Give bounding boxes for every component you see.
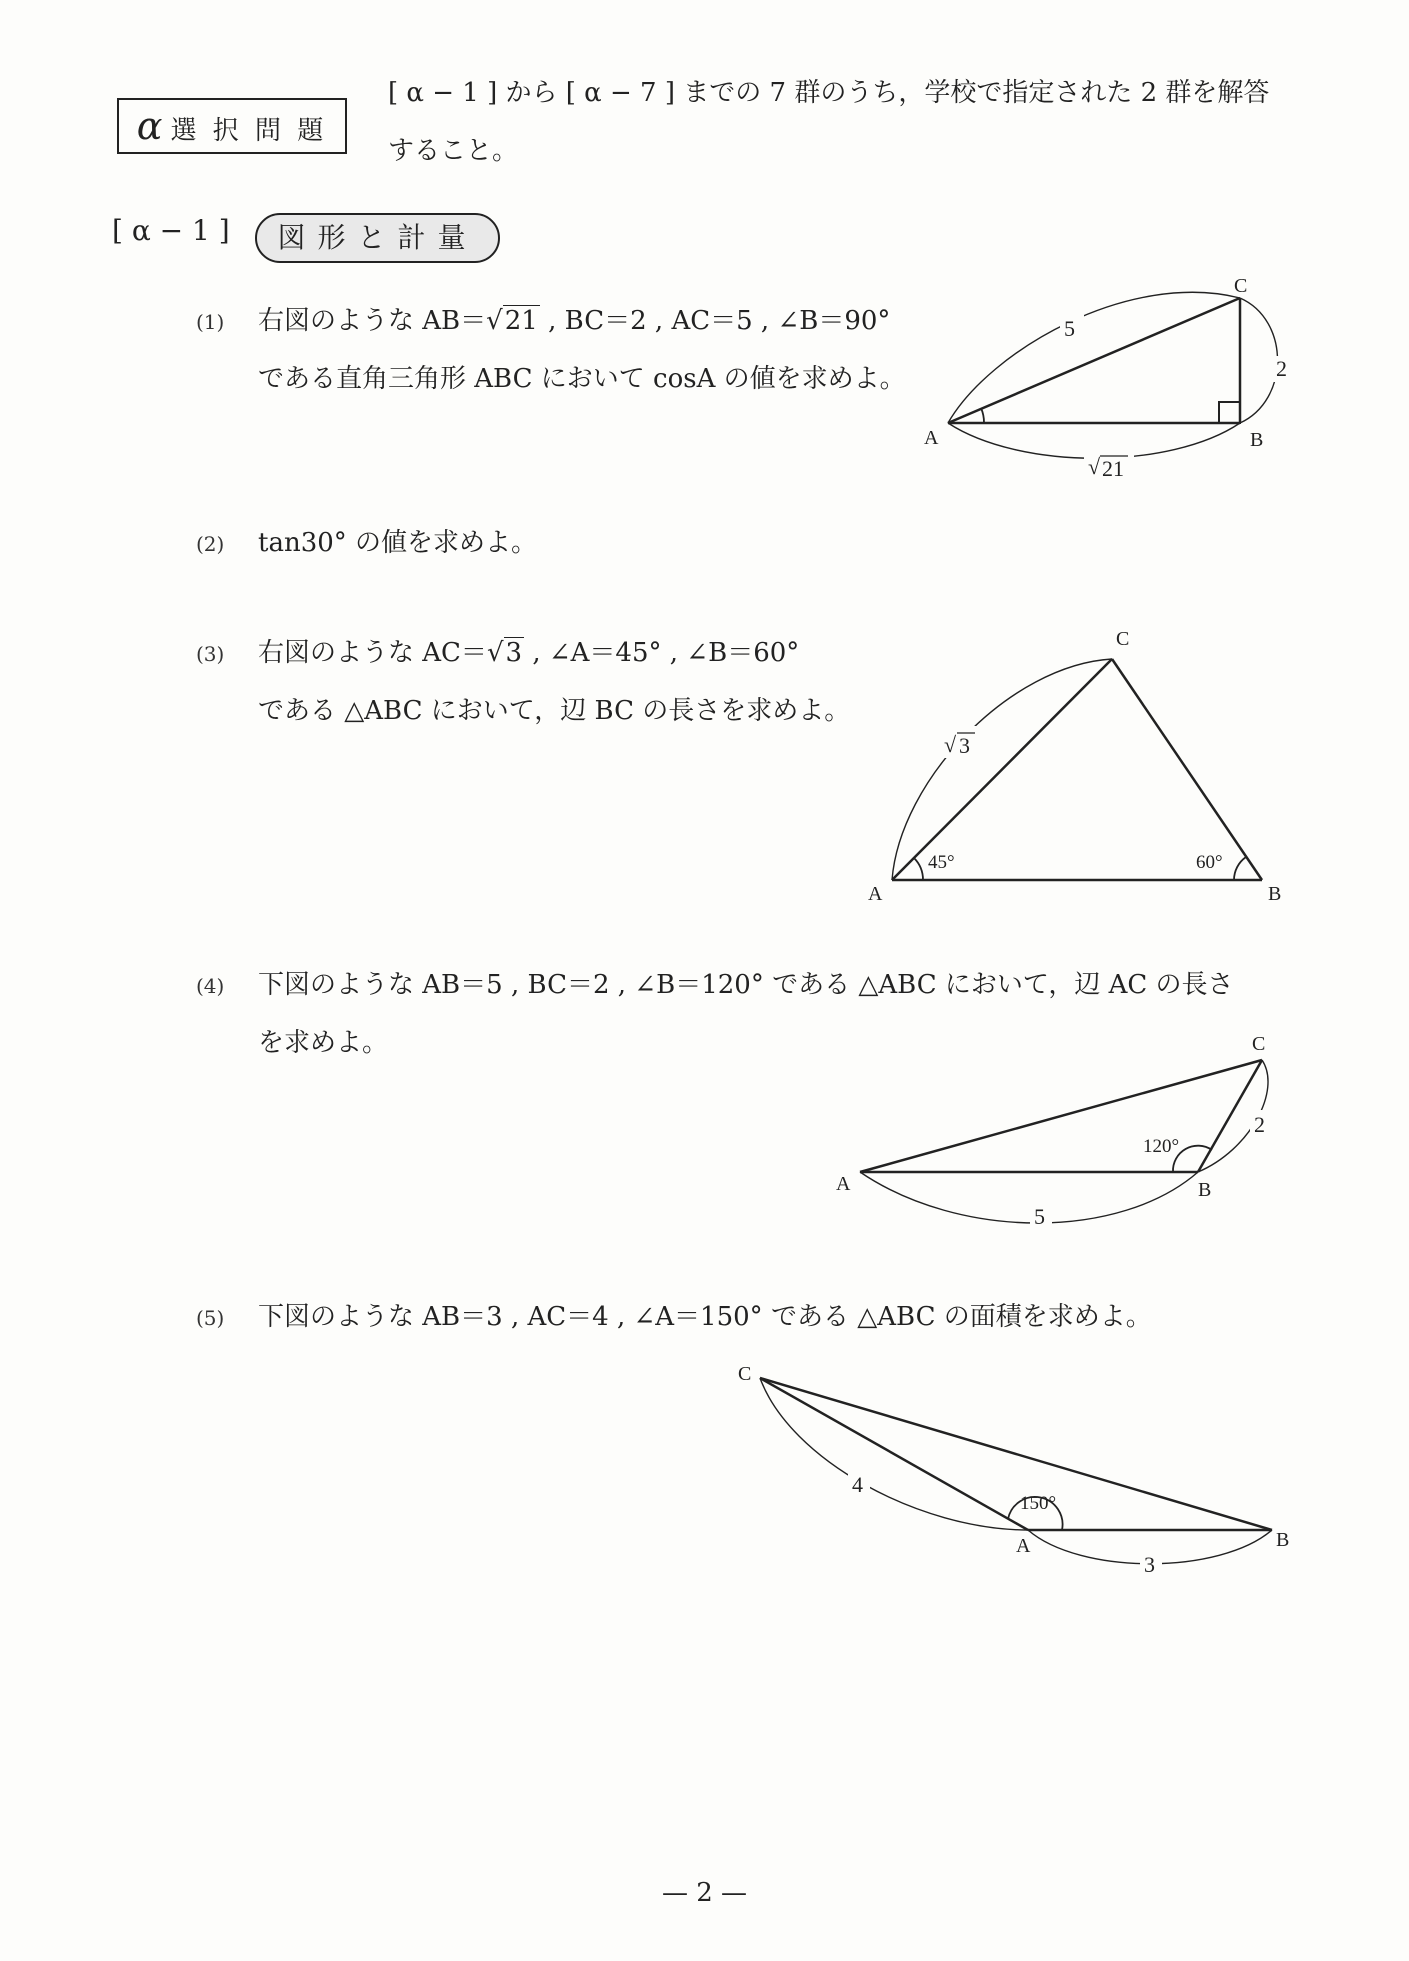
q3-text	[258, 624, 850, 740]
q1-number: (1)	[196, 310, 225, 334]
q3-line-1	[258, 624, 850, 682]
fig3-angle-b-arc	[1234, 857, 1246, 880]
q1-line-2: である直角三角形 ABC において cosA の値を求めよ。	[258, 364, 906, 394]
fig5-angle-a-label: 150°	[1020, 1493, 1057, 1514]
fig4-vertex-c: C	[1252, 1033, 1266, 1055]
q4-number: (4)	[196, 974, 225, 998]
q3-line1-post: , ∠A＝45° , ∠B＝60°	[524, 638, 800, 668]
section-intro	[388, 64, 1269, 180]
fig4-brace-ab	[860, 1172, 1198, 1223]
q3-radicand: 3	[505, 638, 523, 668]
section-title-box	[117, 98, 347, 154]
fig3-label-ac: 3	[959, 733, 970, 758]
fig3-side-ac	[892, 659, 1112, 880]
figure-4-triangle	[820, 1020, 1300, 1240]
fig1-vertex-a: A	[924, 427, 939, 449]
sqrt-sign: √	[486, 306, 503, 336]
fig3-vertex-c: C	[1116, 628, 1130, 650]
figure-5-obtuse-triangle	[720, 1345, 1300, 1585]
fig1-vertex-c: C	[1234, 275, 1248, 297]
fig4-label-ab: 5	[1034, 1204, 1045, 1229]
sqrt-sign: √	[486, 638, 504, 668]
fig4-vertex-a: A	[836, 1173, 851, 1195]
fig1-vertex-b: B	[1250, 429, 1264, 451]
fig5-label-ac: 4	[852, 1472, 863, 1497]
fig5-label-ab: 3	[1144, 1552, 1155, 1577]
fig4-vertex-b: B	[1198, 1179, 1212, 1201]
q1-text	[258, 292, 906, 408]
figure-3-triangle	[860, 620, 1310, 910]
q3-line-2: である △ABC において，辺 BC の長さを求めよ。	[258, 696, 851, 726]
fig5-vertex-a: A	[1016, 1535, 1031, 1557]
fig1-label-bc: 2	[1276, 356, 1287, 381]
q1-radicand: 21	[504, 306, 538, 336]
fig1-label-ac: 5	[1064, 316, 1075, 341]
topic-pill: 図形と計量	[255, 213, 500, 263]
q2-number: (2)	[196, 532, 225, 556]
q1-line1-post: , BC＝2 , AC＝5 , ∠B＝90°	[539, 306, 891, 336]
fig1-right-angle-mark	[1219, 402, 1240, 423]
intro-line-2: すること。	[388, 136, 519, 166]
fig3-vertex-b: B	[1268, 883, 1282, 905]
fig3-sqrt-sign: √	[944, 732, 957, 757]
figure-1-right-triangle	[900, 265, 1320, 490]
q2-text: tan30° の値を求めよ。	[258, 528, 538, 558]
q3-line1-pre: 右図のような AC＝	[258, 638, 487, 668]
fig5-vertex-c: C	[738, 1363, 752, 1385]
fig1-side-ac	[948, 298, 1240, 423]
fig3-angle-a-label: 45°	[928, 852, 955, 873]
q4-line-1: 下図のような AB＝5 , BC＝2 , ∠B＝120° である △ABC において，辺 AC の長さ	[258, 970, 1234, 1000]
q3-number: (3)	[196, 642, 225, 666]
fig4-label-bc: 2	[1254, 1112, 1265, 1137]
q4-line-2: を求めよ。	[258, 1028, 389, 1058]
group-label: [ α − 1 ]	[112, 214, 230, 247]
q5-number: (5)	[196, 1306, 225, 1330]
fig3-vertex-a: A	[868, 883, 883, 905]
fig4-side-ac	[860, 1060, 1262, 1172]
section-alpha: α	[136, 104, 163, 148]
fig5-side-ac	[760, 1378, 1028, 1530]
fig3-angle-b-label: 60°	[1196, 852, 1223, 873]
fig5-side-bc	[760, 1378, 1272, 1530]
fig3-angle-a-arc	[914, 858, 923, 880]
fig5-vertex-b: B	[1276, 1529, 1290, 1551]
q5-text: 下図のような AB＝3 , AC＝4 , ∠A＝150° である △ABC の面積を求めよ。	[258, 1302, 1152, 1332]
page-number: — 2 —	[661, 1878, 748, 1908]
intro-line-1: [ α − 1 ] から [ α − 7 ] までの 7 群のうち，学校で指定された 2 群を解答	[388, 78, 1270, 108]
q1-line1-pre: 右図のような AB＝	[258, 306, 487, 336]
q1-line-1	[258, 292, 906, 350]
fig4-angle-b-label: 120°	[1143, 1136, 1180, 1157]
fig3-side-bc	[1112, 659, 1262, 880]
section-title: 選 択 問 題	[170, 116, 328, 146]
fig1-sqrt-sign: √	[1088, 454, 1101, 479]
fig1-angle-a-arc	[981, 408, 984, 423]
fig1-label-ab: 21	[1102, 456, 1124, 481]
fig1-brace-bc	[1240, 298, 1278, 423]
